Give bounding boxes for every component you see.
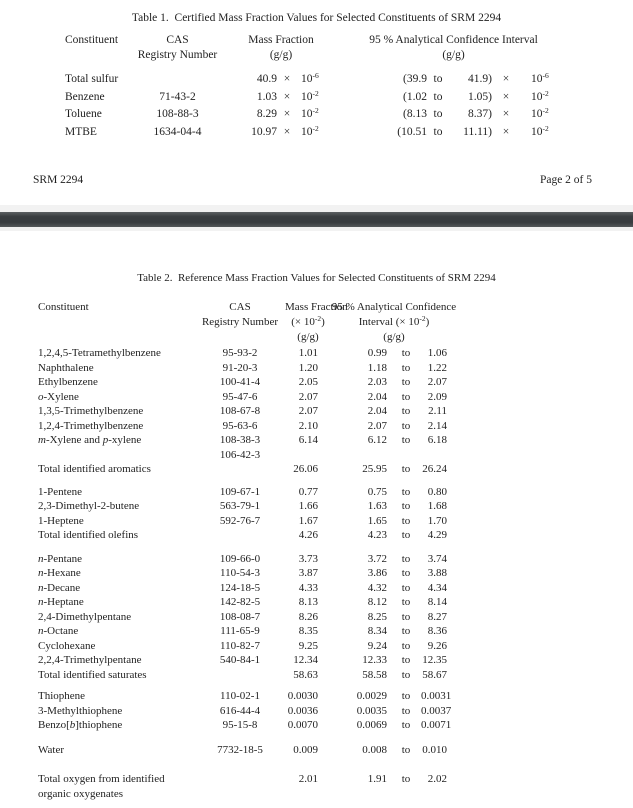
ci-high-cell: 2.02 [427,773,447,785]
mass-fraction-value: 1.66 [298,500,318,512]
constituent-cell: 3-Methylthiophene [38,704,123,717]
constituent-cell: Total identified aromatics [38,463,151,475]
multiply-sign: × [283,73,291,85]
cas-cell: 100-41-4 [219,376,261,388]
ci-to-cell: to [401,347,411,359]
table-row [0,390,457,405]
ci-low-cell: 25.95 [362,463,387,475]
constituent-cell: 1-Pentene [38,485,82,498]
constituent-cell: n-Pentane [38,552,82,565]
ci-low-cell: 0.0029 [356,690,387,702]
table-row [0,624,457,639]
ci-to-cell: to [401,567,411,579]
ci-high-cell: 8.37) [468,108,492,120]
cas-cell: 110-54-3 [220,567,260,579]
ci-low-cell: 2.04 [367,390,387,403]
ci-low-cell: (10.51 [397,125,427,138]
cas-cell: 1634-04-4 [153,125,202,138]
ci-to-cell: to [401,625,411,637]
page-separator-bar [0,212,633,227]
table2-header-confidence-interval: 95 % Analytical Confidence [331,301,457,313]
cas-cell: 108-38-3 106-42-3 [195,433,285,462]
constituent-cell-line2: organic oxygenates [38,787,124,800]
ci-to-cell: to [401,390,411,403]
constituent-cell: Total identified saturates [38,668,147,681]
cas-cell: 108-88-3 [156,108,199,120]
multiply-sign: × [502,125,510,138]
table-row [0,528,457,543]
constituent-cell: Ethylbenzene [38,376,98,388]
ci-low-cell: (8.13 [403,108,427,120]
constituent-cell: Cyclohexane [38,639,96,652]
cas-cell: 95-15-8 [222,719,258,731]
ci-to-cell: to [401,514,411,527]
ci-exponent: $10^{-6}$ [531,71,549,85]
multiply-sign: × [502,108,510,120]
page-2 [0,231,633,808]
ci-to-cell: to [401,596,411,608]
cas-cell: 540-84-1 [219,654,261,666]
ci-to-cell: to [401,668,411,681]
mass-fraction-value: 10.97 [251,125,277,138]
mass-fraction-value: 9.25 [298,639,318,652]
constituent-cell: n-Octane [38,625,79,637]
ci-to-cell: to [433,90,443,103]
constituent-cell: m-Xylene and p-xylene [38,434,142,446]
table-row [0,514,457,529]
ci-low-cell: 1.65 [367,514,387,527]
mass-fraction-value: 0.009 [293,743,318,756]
ci-high-cell: 4.29 [427,529,447,541]
cas-cell: 124-18-5 [219,581,261,594]
cas-cell: 109-66-0 [219,552,261,565]
constituent-cell: 2,3-Dimethyl-2-butene [38,500,140,512]
mass-fraction-value: 8.29 [256,108,277,120]
mass-fraction-value: 2.07 [298,405,318,417]
table-row [0,419,457,434]
ci-to-cell: to [401,463,411,475]
ci-high-cell: 41.9) [468,73,492,85]
table-row [0,499,457,514]
ci-to-cell: to [433,125,443,138]
table2-header-registry-number: Registry Number [201,315,279,328]
ci-high-cell: 0.0037 [421,704,452,717]
table-row [0,566,457,581]
ci-low-cell: 3.72 [367,552,387,565]
ci-to-cell: to [401,581,411,594]
constituent-cell: Water [38,743,64,756]
footer-page-number: Page 2 of 5 [539,174,592,186]
ci-high-cell: 6.18 [427,434,447,446]
mass-fraction-value: 0.0030 [287,690,318,702]
multiply-sign: × [283,125,291,138]
mass-fraction-exponent: $10^{-2}$ [301,123,319,138]
table2-header-mf-gg: (g/g) [297,331,319,343]
ci-to-cell: to [401,773,411,785]
table-row [0,462,457,477]
ci-to-cell: to [401,743,411,756]
table-row [0,610,457,625]
constituent-cell: Total oxygen from identified organic oxygenates [38,772,195,801]
ci-to-cell: to [401,361,411,374]
ci-to-cell: to [433,73,443,85]
ci-low-cell: 2.07 [367,419,387,432]
constituent-cell: n-Hexane [38,567,81,579]
ci-low-cell: 8.25 [367,610,387,623]
ci-low-cell: 4.32 [367,581,387,594]
ci-high-cell: 2.09 [427,390,447,403]
ci-to-cell: to [401,552,411,565]
ci-low-cell: 4.23 [367,529,387,541]
mass-fraction-value: 6.14 [298,434,318,446]
ci-to-cell: to [401,639,411,652]
mass-fraction-value: 1.01 [298,347,318,359]
ci-high-cell: 8.14 [427,596,447,608]
table-row [0,689,457,704]
ci-to-cell: to [401,610,411,623]
table-row [0,595,457,610]
mass-fraction-value: 2.10 [298,419,318,432]
ci-exponent: $10^{-2}$ [531,123,549,138]
cas-cell: 110-82-7 [220,639,260,652]
ci-high-cell: 26.24 [422,463,447,475]
cas-cell: 616-44-4 [219,704,261,717]
table-row [0,639,457,654]
cas-cell: 71-43-2 [159,90,196,103]
table-row [0,124,565,142]
table-row [0,743,457,758]
cas-cell: 111-65-9 [220,625,260,637]
ci-to-cell: to [433,108,443,120]
ci-low-cell: 1.91 [367,773,387,785]
table2-header-constituent: Constituent [38,301,89,313]
table2-header-cas: CAS [229,301,251,313]
ci-high-cell: 2.11 [428,405,447,417]
table-row [0,485,457,500]
mass-fraction-value: 0.77 [298,485,318,498]
cas-cell: 109-67-1 [219,485,261,498]
ci-high-cell: 0.0071 [421,719,452,731]
ci-high-cell: 2.14 [427,419,447,432]
ci-high-cell: 9.26 [427,639,447,652]
table-row [0,552,457,567]
constituent-cell: Toluene [65,108,102,120]
constituent-cell: Naphthalene [38,361,94,374]
mass-fraction-value: 2.05 [298,376,318,388]
table2-header-ci-gg: (g/g) [383,331,405,343]
ci-high-cell: 1.22 [427,361,447,374]
mass-fraction-exponent: $10^{-2}$ [301,88,319,103]
ci-high-cell: 8.27 [427,610,447,623]
table-row [0,653,457,668]
ci-high-cell: 1.70 [427,514,447,527]
ci-low-cell: 0.008 [362,743,387,756]
ci-to-cell: to [401,405,411,417]
mass-fraction-value: 40.9 [256,73,277,85]
mass-fraction-value: 26.06 [293,463,318,475]
table2-body [0,346,457,801]
mass-fraction-exponent: $10^{-2}$ [301,106,319,120]
mass-fraction-value: 2.07 [298,390,318,403]
constituent-cell: MTBE [65,125,97,138]
ci-high-cell: 3.88 [427,567,447,579]
table1-body [0,71,565,141]
constituent-cell: Thiophene [38,690,86,702]
cas-cell: 95-47-6 [222,390,258,403]
ci-high-cell: 2.07 [427,376,447,388]
constituent-cell: n-Decane [38,581,81,594]
cas-cell [195,772,285,801]
ci-low-cell: 8.34 [367,625,387,637]
ci-high-cell: 4.34 [427,581,447,594]
ci-high-cell: 11.11) [463,125,492,138]
multiply-sign: × [283,108,291,120]
constituent-cell: 1,2,4-Trimethylbenzene [38,419,144,432]
mass-fraction-value: 8.26 [298,610,318,623]
ci-low-cell: 0.0035 [356,704,387,717]
page-gap [0,205,633,231]
ci-high-cell: 0.80 [427,485,447,498]
ci-high-cell: 0.010 [422,743,447,756]
table2-header-mass-fraction: Mass Fraction [285,301,348,313]
ci-low-cell: 1.63 [367,500,387,512]
ci-to-cell: to [401,434,411,446]
ci-to-cell: to [401,690,411,702]
cas-cell: 563-79-1 [219,500,261,512]
constituent-cell: Benzo[b]thiophene [38,719,123,731]
table-row [0,433,457,462]
ci-low-cell: 2.04 [367,405,387,417]
constituent-cell: 2,4-Dimethylpentane [38,610,132,623]
mass-fraction-value: 4.26 [298,529,318,541]
table-row [0,71,565,89]
table-row [0,404,457,419]
cas-cell: 7732-18-5 [217,743,263,756]
constituent-cell: o-Xylene [38,390,79,403]
ci-low-cell: 0.75 [367,485,387,498]
table2-header [0,300,457,345]
table2-header-ci-scale: Interval (× $10^{-2}$) [358,313,430,328]
table1-header-cas: CAS [166,34,189,46]
multiply-sign: × [283,90,291,103]
table-row [0,361,457,376]
ci-low-cell: 8.12 [367,596,387,608]
mass-fraction-value: 1.67 [298,514,318,527]
table-row [0,581,457,596]
table1-title: Table 1. Certified Mass Fraction Values for Selected Constituents of SRM 2294 [131,12,502,24]
table1-header [0,33,565,63]
ci-low-cell: (39.9 [403,73,427,85]
ci-high-cell: 1.05) [468,90,492,103]
cas-cell: 142-82-5 [219,596,261,608]
cas-cell: 592-76-7 [219,514,261,527]
ci-low-cell: 6.12 [367,434,387,446]
cas-cell [195,528,285,543]
mass-fraction-value: 8.35 [298,625,318,637]
cas-cell: 110-02-1 [220,690,260,702]
cas-cell-line2: 106-42-3 [219,448,261,461]
table1-header-registry-number: Registry Number [137,49,218,61]
ci-low-cell: 9.24 [367,639,387,652]
ci-low-cell: (1.02 [403,90,427,103]
constituent-cell: Benzene [65,90,105,103]
mass-fraction-value: 3.73 [298,552,318,565]
mass-fraction-value: 58.63 [293,668,318,681]
mass-fraction-value: 0.0070 [287,719,318,731]
ci-to-cell: to [401,376,411,388]
table1-header-ci-units: (g/g) [442,49,465,61]
cas-cell: 91-20-3 [222,361,258,374]
ci-low-cell: 12.33 [362,654,387,666]
table2-header-mf-scale: (× $10^{-2}$) [291,313,325,328]
cas-cell [195,668,285,683]
table1-header-mf-units: (g/g) [269,49,293,61]
ci-to-cell: to [401,485,411,498]
cas-cell [195,462,285,477]
cas-cell: 108-67-8 [219,405,261,417]
mass-fraction-exponent: $10^{-6}$ [301,71,319,85]
table-row [0,89,565,107]
table-row [0,718,457,733]
table-row [0,668,457,683]
ci-to-cell: to [401,419,411,432]
ci-high-cell: 1.68 [427,500,447,512]
ci-to-cell: to [401,654,411,666]
table-row [0,704,457,719]
mass-fraction-value: 2.01 [298,773,318,785]
ci-high-cell: 8.36 [427,625,447,637]
constituent-cell: 1-Heptene [38,514,84,527]
ci-to-cell: to [401,500,411,512]
mass-fraction-value: 1.20 [298,361,318,374]
ci-to-cell: to [401,719,411,731]
ci-low-cell: 2.03 [367,376,387,388]
table-row [0,106,565,124]
table1-header-confidence-interval: 95 % Analytical Confidence Interval [369,34,538,46]
ci-low-cell: 3.86 [367,567,387,579]
multiply-sign: × [502,90,510,103]
table1-header-mass-fraction: Mass Fraction [248,34,314,46]
constituent-cell: Total sulfur [65,73,119,85]
ci-low-cell: 0.0069 [356,719,387,731]
multiply-sign: × [502,73,510,85]
mass-fraction-value: 1.03 [256,90,277,103]
table1-header-constituent: Constituent [65,34,119,46]
ci-low-cell: 0.99 [367,347,387,359]
mass-fraction-value: 4.33 [298,581,318,594]
ci-high-cell: 1.06 [427,347,447,359]
mass-fraction-value: 8.13 [298,596,318,608]
ci-to-cell: to [401,704,411,717]
ci-high-cell: 0.0031 [421,690,452,702]
cas-cell [135,71,220,89]
constituent-cell: Total identified olefins [38,529,139,541]
constituent-cell: 1,2,4,5-Tetramethylbenzene [38,347,161,359]
page-1 [0,0,633,205]
ci-to-cell: to [401,529,411,541]
ci-low-cell: 58.58 [362,668,387,681]
ci-high-cell: 3.74 [427,552,447,565]
mass-fraction-value: 3.87 [298,567,318,579]
constituent-cell: 2,2,4-Trimethylpentane [38,654,142,666]
cas-cell: 108-08-7 [219,610,261,623]
constituent-cell: 1,3,5-Trimethylbenzene [38,405,144,417]
footer-srm-label: SRM 2294 [33,174,84,186]
table-row [0,772,457,801]
ci-exponent: $10^{-2}$ [531,88,549,103]
ci-low-cell: 1.18 [367,361,387,374]
cas-cell: 95-93-2 [222,347,258,359]
ci-exponent: $10^{-2}$ [531,106,549,120]
ci-high-cell: 12.35 [422,654,447,666]
table2-title: Table 2. Reference Mass Fraction Values for Selected Constituents of SRM 2294 [137,272,496,284]
table-row [0,375,457,390]
ci-high-cell: 58.67 [422,668,447,681]
mass-fraction-value: 12.34 [293,654,318,666]
constituent-cell: n-Heptane [38,596,84,608]
mass-fraction-value: 0.0036 [287,704,318,717]
table-row [0,346,457,361]
cas-cell: 95-63-6 [222,419,258,432]
